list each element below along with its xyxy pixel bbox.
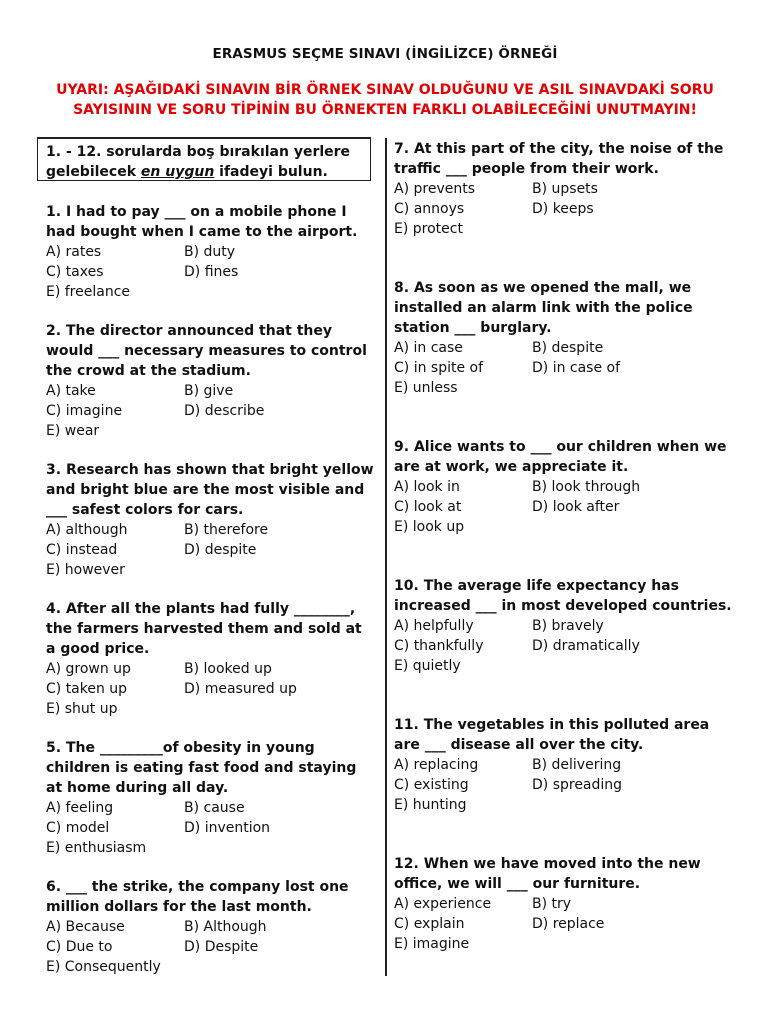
question-1 xyxy=(46,202,376,302)
question-body: The average life expectancy has increased ___ in most developed countries. xyxy=(394,578,732,614)
answer-option: A) feeling xyxy=(46,800,114,816)
answer-option: B) give xyxy=(184,383,234,399)
column-divider xyxy=(385,138,387,976)
question-body: Alice wants to ___ our children when we are at work, we appreciate it. xyxy=(394,439,727,475)
question-8 xyxy=(394,278,734,398)
answer-option: D) fines xyxy=(184,264,239,280)
answer-options xyxy=(46,381,376,441)
answer-options xyxy=(394,338,734,398)
answer-option: D) replace xyxy=(532,916,605,932)
answer-option: A) in case xyxy=(394,340,463,356)
question-number: 5. xyxy=(46,740,62,756)
answer-option: A) Because xyxy=(46,919,125,935)
answer-option: D) in case of xyxy=(532,360,621,376)
answer-option: E) hunting xyxy=(394,797,467,813)
answer-option: B) upsets xyxy=(532,181,598,197)
answer-options xyxy=(46,520,376,580)
question-6 xyxy=(46,877,376,977)
answer-option: A) replacing xyxy=(394,757,479,773)
answer-option: B) duty xyxy=(184,244,236,260)
question-text xyxy=(46,877,376,917)
answer-option: D) describe xyxy=(184,403,265,419)
answer-option: D) despite xyxy=(184,542,257,558)
question-text xyxy=(394,854,734,894)
question-text xyxy=(394,437,734,477)
answer-option: C) look at xyxy=(394,499,462,515)
answer-options xyxy=(46,798,376,858)
warning-line-1: UYARI: AŞAĞIDAKİ SINAVIN BİR ÖRNEK SINAV OLDUĞUNU VE ASIL SINAVDAKİ SORU xyxy=(56,82,714,98)
answer-option: E) enthusiasm xyxy=(46,840,147,856)
question-text xyxy=(394,278,734,338)
question-body: ___ the strike, the company lost one million dollars for the last month. xyxy=(46,879,349,915)
instructions-part-2: gelebilecek xyxy=(46,164,141,180)
answer-option: C) thankfully xyxy=(394,638,484,654)
warning-line-2: SAYISININ VE SORU TİPİNİN BU ÖRNEKTEN FARKLI OLABİLECEĞİNİ UNUTMAYIN! xyxy=(73,102,697,118)
question-text xyxy=(394,576,734,616)
answer-option: E) wear xyxy=(46,423,100,439)
answer-option: D) keeps xyxy=(532,201,594,217)
answer-option: D) spreading xyxy=(532,777,623,793)
instructions-part-1: 1. - 12. sorularda boş bırakılan yerlere xyxy=(46,144,351,160)
answer-option: C) existing xyxy=(394,777,469,793)
answer-options xyxy=(46,659,376,719)
answer-option: E) however xyxy=(46,562,125,578)
instructions-emphasis: en uygun xyxy=(140,164,215,180)
question-number: 3. xyxy=(46,462,62,478)
question-number: 10. xyxy=(394,578,419,594)
question-body: At this part of the city, the noise of the traffic ___ people from their work. xyxy=(394,141,724,177)
answer-option: C) model xyxy=(46,820,110,836)
question-4 xyxy=(46,599,376,719)
question-text xyxy=(394,139,734,179)
answer-option: E) freelance xyxy=(46,284,131,300)
answer-option: C) explain xyxy=(394,916,465,932)
question-body: The director announced that they would ___ necessary measures to control the crowd at the stadium. xyxy=(46,323,367,379)
answer-option: E) imagine xyxy=(394,936,470,952)
answer-option: A) rates xyxy=(46,244,102,260)
answer-option: B) delivering xyxy=(532,757,622,773)
answer-option: B) therefore xyxy=(184,522,269,538)
answer-option: A) grown up xyxy=(46,661,131,677)
question-7 xyxy=(394,139,734,239)
answer-option: D) dramatically xyxy=(532,638,640,654)
answer-option: C) taxes xyxy=(46,264,104,280)
question-number: 7. xyxy=(394,141,410,157)
question-body: When we have moved into the new office, we will ___ our furniture. xyxy=(394,856,701,892)
question-body: After all the plants had fully ________, the farmers harvested them and sold at a good price. xyxy=(46,601,362,657)
question-12 xyxy=(394,854,734,954)
question-number: 8. xyxy=(394,280,410,296)
answer-option: A) take xyxy=(46,383,96,399)
answer-option: A) experience xyxy=(394,896,492,912)
answer-option: C) annoys xyxy=(394,201,465,217)
instructions-box xyxy=(37,137,371,181)
answer-option: B) look through xyxy=(532,479,641,495)
answer-option: A) although xyxy=(46,522,128,538)
answer-option: B) despite xyxy=(532,340,604,356)
question-body: The vegetables in this polluted area are ___ disease all over the city. xyxy=(394,717,710,753)
question-number: 11. xyxy=(394,717,419,733)
answer-options xyxy=(394,179,734,239)
answer-option: A) look in xyxy=(394,479,460,495)
question-number: 2. xyxy=(46,323,62,339)
instructions-part-3: ifadeyi bulun. xyxy=(214,164,328,180)
answer-option: D) invention xyxy=(184,820,271,836)
answer-option: B) try xyxy=(532,896,572,912)
answer-option: E) protect xyxy=(394,221,463,237)
answer-option: C) instead xyxy=(46,542,118,558)
question-9 xyxy=(394,437,734,537)
question-5 xyxy=(46,738,376,858)
answer-option: B) cause xyxy=(184,800,245,816)
question-body: The _________of obesity in young children is eating fast food and staying at home during all day. xyxy=(46,740,357,796)
question-text xyxy=(46,202,376,242)
answer-option: B) looked up xyxy=(184,661,272,677)
answer-options xyxy=(394,894,734,954)
question-body: As soon as we opened the mall, we installed an alarm link with the police station ___ burglary. xyxy=(394,280,693,336)
question-3 xyxy=(46,460,376,580)
question-text xyxy=(46,599,376,659)
answer-options xyxy=(394,755,734,815)
question-number: 12. xyxy=(394,856,419,872)
question-body: Research has shown that bright yellow and bright blue are the most visible and ___ safest colors for cars. xyxy=(46,462,374,518)
answer-option: B) bravely xyxy=(532,618,604,634)
answer-option: A) prevents xyxy=(394,181,475,197)
warning-notice xyxy=(30,80,740,120)
question-text xyxy=(46,738,376,798)
answer-option: C) imagine xyxy=(46,403,123,419)
question-number: 6. xyxy=(46,879,62,895)
answer-option: E) look up xyxy=(394,519,465,535)
question-number: 1. xyxy=(46,204,62,220)
answer-option: E) quietly xyxy=(394,658,461,674)
answer-options xyxy=(394,616,734,676)
answer-option: E) unless xyxy=(394,380,458,396)
page-title: ERASMUS SEÇME SINAVI (İNGİLİZCE) ÖRNEĞİ xyxy=(212,46,558,62)
question-body: I had to pay ___ on a mobile phone I had bought when I came to the airport. xyxy=(46,204,358,240)
answer-option: D) look after xyxy=(532,499,620,515)
question-11 xyxy=(394,715,734,815)
answer-option: D) measured up xyxy=(184,681,297,697)
answer-options xyxy=(46,242,376,302)
answer-option: C) in spite of xyxy=(394,360,484,376)
question-text xyxy=(46,321,376,381)
question-text xyxy=(394,715,734,755)
question-10 xyxy=(394,576,734,676)
answer-option: B) Although xyxy=(184,919,267,935)
answer-options xyxy=(394,477,734,537)
question-number: 9. xyxy=(394,439,410,455)
answer-option: E) shut up xyxy=(46,701,118,717)
answer-option: C) Due to xyxy=(46,939,113,955)
question-number: 4. xyxy=(46,601,62,617)
question-2 xyxy=(46,321,376,441)
answer-options xyxy=(46,917,376,977)
answer-option: E) Consequently xyxy=(46,959,161,975)
question-text xyxy=(46,460,376,520)
answer-option: C) taken up xyxy=(46,681,128,697)
answer-option: D) Despite xyxy=(184,939,259,955)
answer-option: A) helpfully xyxy=(394,618,474,634)
